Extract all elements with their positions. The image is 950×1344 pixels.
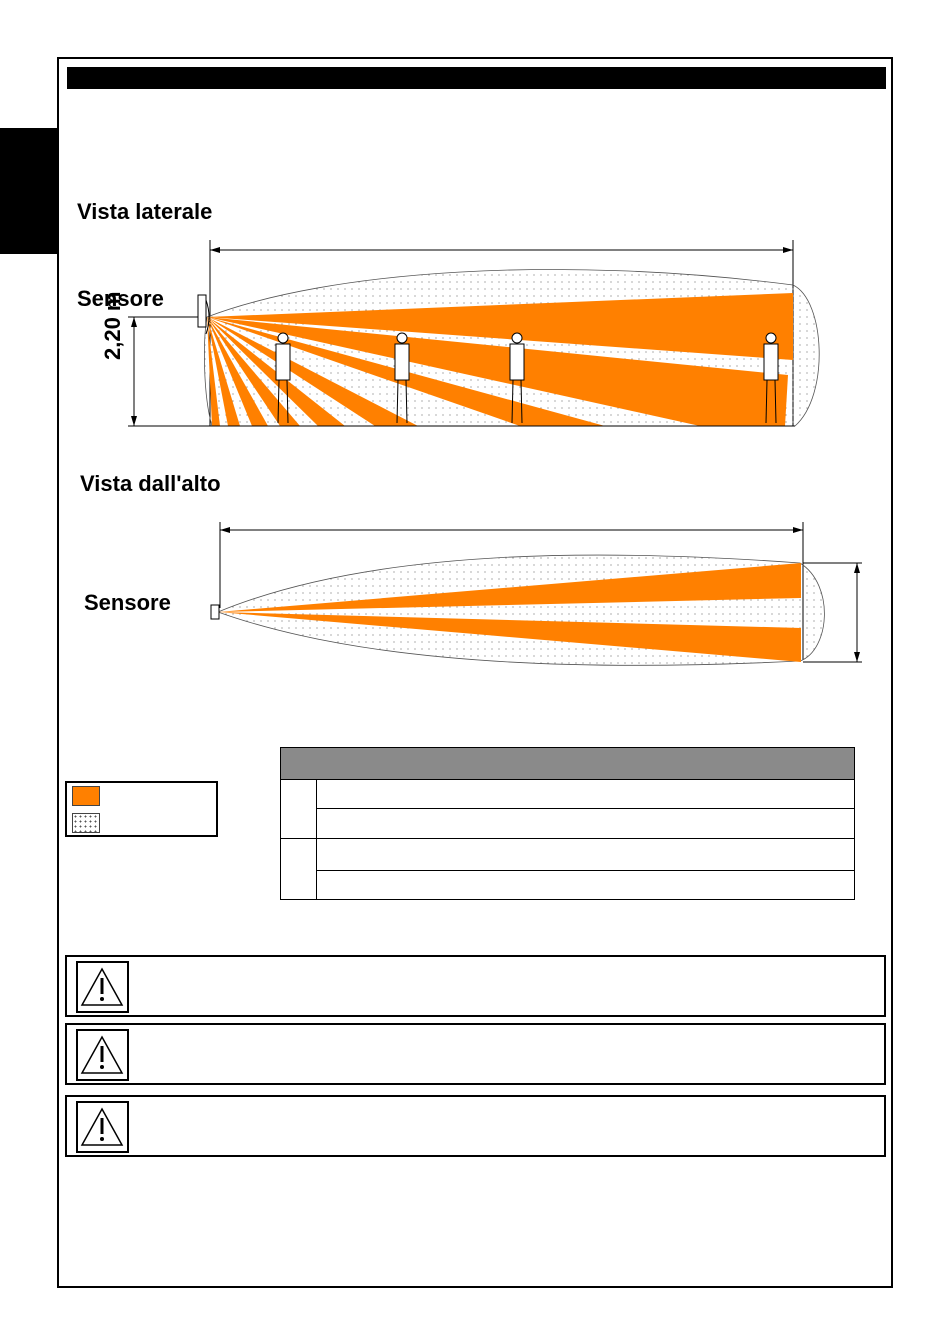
warning-box-1: [65, 955, 886, 1017]
warning-triangle-icon: [78, 963, 127, 1011]
legend-swatch-fringe: [72, 813, 100, 833]
top-view-title: Vista dall'alto: [80, 471, 221, 496]
warning-box-2: [65, 1023, 886, 1085]
spec-table-header: [281, 748, 854, 779]
legend: [65, 781, 218, 837]
warning-triangle-icon: [78, 1031, 127, 1079]
table-row: [316, 808, 855, 809]
table-row: [316, 870, 855, 871]
mounting-height-label: 2,20 m: [100, 291, 125, 360]
sensor-device: [198, 295, 209, 334]
legend-swatch-detection: [72, 786, 100, 806]
spec-table: [280, 747, 855, 900]
side-view-sensor-label: Sensore: [77, 286, 164, 311]
side-view-diagram: [0, 0, 950, 440]
top-view-sensor-label: Sensore: [84, 590, 171, 615]
side-view-title: Vista laterale: [77, 199, 213, 224]
top-view-sensor-device: [211, 605, 219, 619]
warning-box-3: [65, 1095, 886, 1157]
warning-triangle-icon: [78, 1103, 127, 1151]
